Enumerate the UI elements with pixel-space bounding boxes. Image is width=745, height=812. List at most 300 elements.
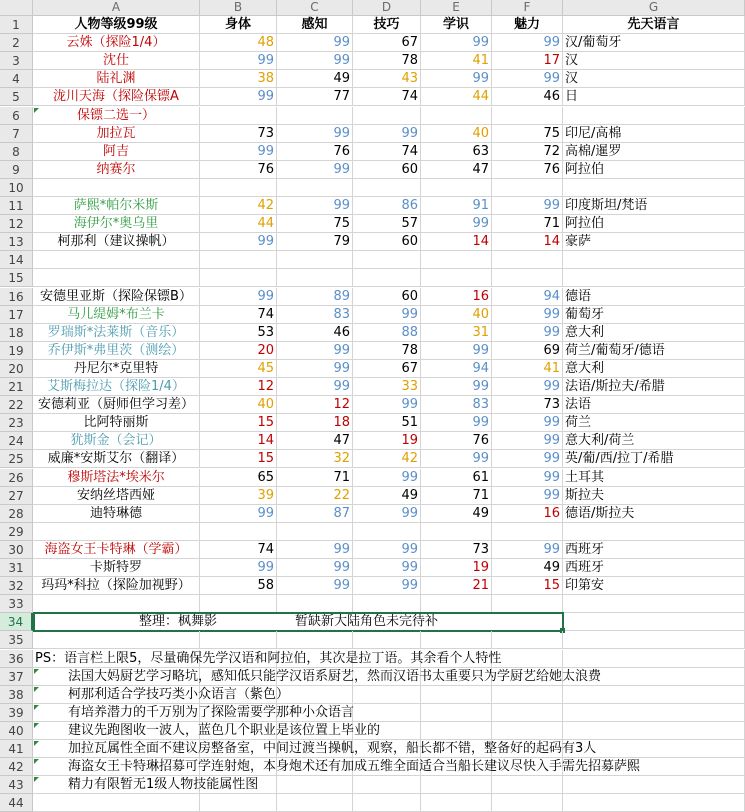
row-header-28[interactable]: 28 xyxy=(0,505,33,523)
cell-g25[interactable]: 英/葡/西/拉丁/希腊 xyxy=(563,450,745,468)
cell-a21[interactable]: 艾斯梅拉达（探险1/4） xyxy=(33,378,200,396)
cell-d19[interactable]: 78 xyxy=(353,342,421,360)
cell-e35[interactable] xyxy=(421,631,492,649)
cell-e27[interactable]: 71 xyxy=(421,487,492,505)
cell-b17[interactable]: 74 xyxy=(200,306,277,324)
cell-g18[interactable]: 意大利 xyxy=(563,324,745,342)
cell-b3[interactable]: 99 xyxy=(200,52,277,70)
cell-c24[interactable]: 47 xyxy=(277,432,353,450)
cell-f19[interactable]: 69 xyxy=(492,342,563,360)
cell-e12[interactable]: 99 xyxy=(421,215,492,233)
column-header-b[interactable]: B xyxy=(200,0,277,16)
cell-c22[interactable]: 12 xyxy=(277,396,353,414)
cell-f30[interactable]: 99 xyxy=(492,541,563,559)
cell-d4[interactable]: 43 xyxy=(353,70,421,88)
cell-g12[interactable]: 阿拉伯 xyxy=(563,215,745,233)
cell-d31[interactable]: 99 xyxy=(353,559,421,577)
cell-f35[interactable] xyxy=(492,631,563,649)
cell-g16[interactable]: 德语 xyxy=(563,288,745,306)
row-header-9[interactable]: 9 xyxy=(0,161,33,179)
column-header-a[interactable]: A xyxy=(33,0,200,16)
cell-f40[interactable] xyxy=(492,722,563,740)
cell-f10[interactable] xyxy=(492,179,563,197)
cell-e10[interactable] xyxy=(421,179,492,197)
cell-a29[interactable] xyxy=(33,523,200,541)
cell-a12[interactable]: 海伊尔*奥乌里 xyxy=(33,215,200,233)
cell-b23[interactable]: 15 xyxy=(200,414,277,432)
cell-a44[interactable] xyxy=(33,794,200,812)
cell-c2[interactable]: 99 xyxy=(277,34,353,52)
cell-c11[interactable]: 99 xyxy=(277,197,353,215)
cell-g19[interactable]: 荷兰/葡萄牙/德语 xyxy=(563,342,745,360)
cell-f16[interactable]: 94 xyxy=(492,288,563,306)
cell-e20[interactable]: 94 xyxy=(421,360,492,378)
cell-a35[interactable] xyxy=(33,631,200,649)
cell-f44[interactable] xyxy=(492,794,563,812)
cell-c19[interactable]: 99 xyxy=(277,342,353,360)
select-all-corner[interactable] xyxy=(0,0,33,16)
cell-f12[interactable]: 71 xyxy=(492,215,563,233)
row-header-14[interactable]: 14 xyxy=(0,251,33,269)
cell-g32[interactable]: 印第安 xyxy=(563,577,745,595)
row-header-42[interactable]: 42 xyxy=(0,758,33,776)
cell-b11[interactable]: 42 xyxy=(200,197,277,215)
cell-b8[interactable]: 99 xyxy=(200,143,277,161)
cell-f13[interactable]: 14 xyxy=(492,233,563,251)
cell-d38[interactable] xyxy=(353,686,421,704)
cell-g1[interactable]: 先天语言 xyxy=(563,16,745,34)
cell-e8[interactable]: 63 xyxy=(421,143,492,161)
row-header-12[interactable]: 12 xyxy=(0,215,33,233)
cell-g20[interactable]: 意大利 xyxy=(563,360,745,378)
cell-f24[interactable]: 99 xyxy=(492,432,563,450)
cell-c27[interactable]: 22 xyxy=(277,487,353,505)
cell-g27[interactable]: 斯拉夫 xyxy=(563,487,745,505)
cell-e21[interactable]: 99 xyxy=(421,378,492,396)
cell-f4[interactable]: 99 xyxy=(492,70,563,88)
cell-b6[interactable] xyxy=(200,107,277,125)
cell-c28[interactable]: 87 xyxy=(277,505,353,523)
cell-d12[interactable]: 57 xyxy=(353,215,421,233)
cell-b16[interactable]: 99 xyxy=(200,288,277,306)
cell-e30[interactable]: 73 xyxy=(421,541,492,559)
row-header-17[interactable]: 17 xyxy=(0,306,33,324)
cell-c29[interactable] xyxy=(277,523,353,541)
cell-d44[interactable] xyxy=(353,794,421,812)
cell-c35[interactable] xyxy=(277,631,353,649)
cell-a20[interactable]: 丹尼尔*克里特 xyxy=(33,360,200,378)
cell-g15[interactable] xyxy=(563,269,745,287)
cell-c25[interactable]: 32 xyxy=(277,450,353,468)
cell-b10[interactable] xyxy=(200,179,277,197)
cell-d5[interactable]: 74 xyxy=(353,88,421,106)
cell-c13[interactable]: 79 xyxy=(277,233,353,251)
row-header-7[interactable]: 7 xyxy=(0,125,33,143)
cell-f23[interactable]: 99 xyxy=(492,414,563,432)
cell-f1[interactable]: 魅力 xyxy=(492,16,563,34)
cell-d1[interactable]: 技巧 xyxy=(353,16,421,34)
cell-f11[interactable]: 99 xyxy=(492,197,563,215)
cell-e33[interactable] xyxy=(421,595,492,613)
cell-c16[interactable]: 89 xyxy=(277,288,353,306)
cell-f14[interactable] xyxy=(492,251,563,269)
cell-c7[interactable]: 99 xyxy=(277,125,353,143)
row-header-25[interactable]: 25 xyxy=(0,450,33,468)
row-header-37[interactable]: 37 xyxy=(0,668,33,686)
cell-e22[interactable]: 83 xyxy=(421,396,492,414)
cell-f8[interactable]: 72 xyxy=(492,143,563,161)
cell-e17[interactable]: 40 xyxy=(421,306,492,324)
row-header-23[interactable]: 23 xyxy=(0,414,33,432)
cell-e31[interactable]: 19 xyxy=(421,559,492,577)
cell-f29[interactable] xyxy=(492,523,563,541)
cell-e39[interactable] xyxy=(421,704,492,722)
column-header-f[interactable]: F xyxy=(492,0,563,16)
cell-g11[interactable]: 印度斯坦/梵语 xyxy=(563,197,745,215)
row-header-6[interactable]: 6 xyxy=(0,107,33,125)
cell-e14[interactable] xyxy=(421,251,492,269)
cell-c44[interactable] xyxy=(277,794,353,812)
cell-f7[interactable]: 75 xyxy=(492,125,563,143)
row-header-2[interactable]: 2 xyxy=(0,34,33,52)
cell-c5[interactable]: 77 xyxy=(277,88,353,106)
cell-g22[interactable]: 法语 xyxy=(563,396,745,414)
cell-c23[interactable]: 18 xyxy=(277,414,353,432)
cell-b25[interactable]: 15 xyxy=(200,450,277,468)
cell-c1[interactable]: 感知 xyxy=(277,16,353,34)
cell-g24[interactable]: 意大利/荷兰 xyxy=(563,432,745,450)
cell-d2[interactable]: 67 xyxy=(353,34,421,52)
cell-d7[interactable]: 99 xyxy=(353,125,421,143)
row-header-3[interactable]: 3 xyxy=(0,52,33,70)
cell-c32[interactable]: 99 xyxy=(277,577,353,595)
row-header-29[interactable]: 29 xyxy=(0,523,33,541)
row-header-26[interactable]: 26 xyxy=(0,469,33,487)
cell-b9[interactable]: 76 xyxy=(200,161,277,179)
cell-a32[interactable]: 玛玛*科拉（探险加视野） xyxy=(33,577,200,595)
cell-g30[interactable]: 西班牙 xyxy=(563,541,745,559)
cell-d3[interactable]: 78 xyxy=(353,52,421,70)
cell-g29[interactable] xyxy=(563,523,745,541)
cell-a15[interactable] xyxy=(33,269,200,287)
cell-c14[interactable] xyxy=(277,251,353,269)
row-header-5[interactable]: 5 xyxy=(0,88,33,106)
cell-d29[interactable] xyxy=(353,523,421,541)
row-header-19[interactable]: 19 xyxy=(0,342,33,360)
cell-d43[interactable] xyxy=(353,776,421,794)
cell-d22[interactable]: 99 xyxy=(353,396,421,414)
cell-d14[interactable] xyxy=(353,251,421,269)
cell-c17[interactable]: 83 xyxy=(277,306,353,324)
cell-f26[interactable]: 99 xyxy=(492,469,563,487)
cell-a23[interactable]: 比阿特丽斯 xyxy=(33,414,200,432)
cell-d25[interactable]: 42 xyxy=(353,450,421,468)
cell-b13[interactable]: 99 xyxy=(200,233,277,251)
cell-b20[interactable]: 45 xyxy=(200,360,277,378)
cell-e23[interactable]: 99 xyxy=(421,414,492,432)
cell-d17[interactable]: 99 xyxy=(353,306,421,324)
cell-b30[interactable]: 74 xyxy=(200,541,277,559)
cell-a11[interactable]: 萨熙*帕尔米斯 xyxy=(33,197,200,215)
cell-c20[interactable]: 99 xyxy=(277,360,353,378)
cell-c30[interactable]: 99 xyxy=(277,541,353,559)
cell-b31[interactable]: 99 xyxy=(200,559,277,577)
cell-g14[interactable] xyxy=(563,251,745,269)
cell-d15[interactable] xyxy=(353,269,421,287)
row-header-30[interactable]: 30 xyxy=(0,541,33,559)
cell-e2[interactable]: 99 xyxy=(421,34,492,52)
row-header-41[interactable]: 41 xyxy=(0,740,33,758)
cell-e24[interactable]: 76 xyxy=(421,432,492,450)
cell-e29[interactable] xyxy=(421,523,492,541)
cell-b15[interactable] xyxy=(200,269,277,287)
cell-g10[interactable] xyxy=(563,179,745,197)
row-header-13[interactable]: 13 xyxy=(0,233,33,251)
cell-e4[interactable]: 99 xyxy=(421,70,492,88)
row-header-8[interactable]: 8 xyxy=(0,143,33,161)
cell-d32[interactable]: 99 xyxy=(353,577,421,595)
cell-d28[interactable]: 99 xyxy=(353,505,421,523)
column-header-c[interactable]: C xyxy=(277,0,353,16)
row-header-21[interactable]: 21 xyxy=(0,378,33,396)
cell-f43[interactable] xyxy=(492,776,563,794)
cell-e6[interactable] xyxy=(421,107,492,125)
cell-d33[interactable] xyxy=(353,595,421,613)
cell-g4[interactable]: 汉 xyxy=(563,70,745,88)
cell-b26[interactable]: 65 xyxy=(200,469,277,487)
row-header-11[interactable]: 11 xyxy=(0,197,33,215)
cell-b7[interactable]: 73 xyxy=(200,125,277,143)
cell-a22[interactable]: 安德莉亚（厨师但学习差） xyxy=(33,396,200,414)
cell-c3[interactable]: 99 xyxy=(277,52,353,70)
cell-f3[interactable]: 17 xyxy=(492,52,563,70)
cell-b14[interactable] xyxy=(200,251,277,269)
cell-d30[interactable]: 99 xyxy=(353,541,421,559)
cell-e3[interactable]: 41 xyxy=(421,52,492,70)
cell-c31[interactable]: 99 xyxy=(277,559,353,577)
cell-a13[interactable]: 柯那利（建议操帆） xyxy=(33,233,200,251)
cell-f25[interactable]: 99 xyxy=(492,450,563,468)
cell-d23[interactable]: 51 xyxy=(353,414,421,432)
cell-d11[interactable]: 86 xyxy=(353,197,421,215)
cell-g23[interactable]: 荷兰 xyxy=(563,414,745,432)
cell-b1[interactable]: 身体 xyxy=(200,16,277,34)
cell-c6[interactable] xyxy=(277,107,353,125)
cell-d35[interactable] xyxy=(353,631,421,649)
column-header-g[interactable]: G xyxy=(563,0,745,16)
cell-b18[interactable]: 53 xyxy=(200,324,277,342)
cell-f27[interactable]: 99 xyxy=(492,487,563,505)
cell-a3[interactable]: 沈仕 xyxy=(33,52,200,70)
cell-d27[interactable]: 49 xyxy=(353,487,421,505)
cell-b2[interactable]: 48 xyxy=(200,34,277,52)
cell-d18[interactable]: 88 xyxy=(353,324,421,342)
cell-d24[interactable]: 19 xyxy=(353,432,421,450)
row-header-38[interactable]: 38 xyxy=(0,686,33,704)
cell-g31[interactable]: 西班牙 xyxy=(563,559,745,577)
row-header-36[interactable]: 36 xyxy=(0,650,33,668)
cell-e1[interactable]: 学识 xyxy=(421,16,492,34)
row-header-18[interactable]: 18 xyxy=(0,324,33,342)
cell-f31[interactable]: 49 xyxy=(492,559,563,577)
column-header-e[interactable]: E xyxy=(421,0,492,16)
row-header-44[interactable]: 44 xyxy=(0,794,33,812)
cell-b29[interactable] xyxy=(200,523,277,541)
cell-b21[interactable]: 12 xyxy=(200,378,277,396)
cell-b27[interactable]: 39 xyxy=(200,487,277,505)
cell-f38[interactable] xyxy=(492,686,563,704)
cell-f15[interactable] xyxy=(492,269,563,287)
cell-a24[interactable]: 犹斯金（会记） xyxy=(33,432,200,450)
cell-g3[interactable]: 汉 xyxy=(563,52,745,70)
cell-f32[interactable]: 15 xyxy=(492,577,563,595)
cell-f22[interactable]: 73 xyxy=(492,396,563,414)
cell-b12[interactable]: 44 xyxy=(200,215,277,233)
row-header-27[interactable]: 27 xyxy=(0,487,33,505)
cell-g34[interactable] xyxy=(563,613,745,631)
cell-c18[interactable]: 46 xyxy=(277,324,353,342)
cell-g38[interactable] xyxy=(563,686,745,704)
cell-f28[interactable]: 16 xyxy=(492,505,563,523)
cell-b19[interactable]: 20 xyxy=(200,342,277,360)
row-header-34[interactable]: 34 xyxy=(0,613,33,631)
cell-b4[interactable]: 38 xyxy=(200,70,277,88)
cell-g39[interactable] xyxy=(563,704,745,722)
row-header-22[interactable]: 22 xyxy=(0,396,33,414)
cell-g43[interactable] xyxy=(563,776,745,794)
cell-a16[interactable]: 安德里亚斯（探险保镖B） xyxy=(33,288,200,306)
cell-e9[interactable]: 47 xyxy=(421,161,492,179)
cell-g33[interactable] xyxy=(563,595,745,613)
cell-g44[interactable] xyxy=(563,794,745,812)
cell-e38[interactable] xyxy=(421,686,492,704)
cell-f20[interactable]: 41 xyxy=(492,360,563,378)
cell-f2[interactable]: 99 xyxy=(492,34,563,52)
cell-g2[interactable]: 汉/葡萄牙 xyxy=(563,34,745,52)
cell-a8[interactable]: 阿吉 xyxy=(33,143,200,161)
cell-e11[interactable]: 91 xyxy=(421,197,492,215)
row-header-33[interactable]: 33 xyxy=(0,595,33,613)
cell-e40[interactable] xyxy=(421,722,492,740)
cell-c12[interactable]: 75 xyxy=(277,215,353,233)
row-header-10[interactable]: 10 xyxy=(0,179,33,197)
row-header-20[interactable]: 20 xyxy=(0,360,33,378)
row-header-31[interactable]: 31 xyxy=(0,559,33,577)
row-header-4[interactable]: 4 xyxy=(0,70,33,88)
cell-e7[interactable]: 40 xyxy=(421,125,492,143)
cell-e19[interactable]: 99 xyxy=(421,342,492,360)
cell-b33[interactable] xyxy=(200,595,277,613)
cell-g17[interactable]: 葡萄牙 xyxy=(563,306,745,324)
row-header-39[interactable]: 39 xyxy=(0,704,33,722)
cell-d6[interactable] xyxy=(353,107,421,125)
cell-a26[interactable]: 穆斯塔法*埃米尔 xyxy=(33,469,200,487)
cell-f5[interactable]: 46 xyxy=(492,88,563,106)
cell-f33[interactable] xyxy=(492,595,563,613)
cell-a2[interactable]: 云姝（探险1/4） xyxy=(33,34,200,52)
cell-g28[interactable]: 德语/斯拉夫 xyxy=(563,505,745,523)
column-header-d[interactable]: D xyxy=(353,0,421,16)
row-header-43[interactable]: 43 xyxy=(0,776,33,794)
cell-g13[interactable]: 豪萨 xyxy=(563,233,745,251)
cell-g26[interactable]: 土耳其 xyxy=(563,469,745,487)
cell-d9[interactable]: 60 xyxy=(353,161,421,179)
cell-a17[interactable]: 马儿缇姆*布兰卡 xyxy=(33,306,200,324)
cell-d13[interactable]: 60 xyxy=(353,233,421,251)
cell-a14[interactable] xyxy=(33,251,200,269)
cell-g6[interactable] xyxy=(563,107,745,125)
cell-f21[interactable]: 99 xyxy=(492,378,563,396)
cell-g5[interactable]: 日 xyxy=(563,88,745,106)
cell-e43[interactable] xyxy=(421,776,492,794)
cell-d21[interactable]: 33 xyxy=(353,378,421,396)
cell-a9[interactable]: 纳赛尔 xyxy=(33,161,200,179)
cell-d16[interactable]: 60 xyxy=(353,288,421,306)
cell-c21[interactable]: 99 xyxy=(277,378,353,396)
cell-b35[interactable] xyxy=(200,631,277,649)
cell-g36[interactable] xyxy=(563,650,745,668)
cell-g21[interactable]: 法语/斯拉夫/希腊 xyxy=(563,378,745,396)
cell-c10[interactable] xyxy=(277,179,353,197)
cell-a27[interactable]: 安纳丝塔西娅 xyxy=(33,487,200,505)
cell-b32[interactable]: 58 xyxy=(200,577,277,595)
cell-e16[interactable]: 16 xyxy=(421,288,492,306)
cell-c9[interactable]: 99 xyxy=(277,161,353,179)
cell-c4[interactable]: 49 xyxy=(277,70,353,88)
cell-c33[interactable] xyxy=(277,595,353,613)
cell-f36[interactable] xyxy=(492,650,563,668)
cell-f18[interactable]: 99 xyxy=(492,324,563,342)
cell-f6[interactable] xyxy=(492,107,563,125)
cell-g9[interactable]: 阿拉伯 xyxy=(563,161,745,179)
row-header-40[interactable]: 40 xyxy=(0,722,33,740)
row-header-32[interactable]: 32 xyxy=(0,577,33,595)
cell-b22[interactable]: 40 xyxy=(200,396,277,414)
cell-e44[interactable] xyxy=(421,794,492,812)
cell-b5[interactable]: 99 xyxy=(200,88,277,106)
cell-e13[interactable]: 14 xyxy=(421,233,492,251)
cell-d10[interactable] xyxy=(353,179,421,197)
cell-a25[interactable]: 威廉*安斯艾尔（翻译） xyxy=(33,450,200,468)
cell-c8[interactable]: 76 xyxy=(277,143,353,161)
cell-e28[interactable]: 49 xyxy=(421,505,492,523)
cell-a7[interactable]: 加拉瓦 xyxy=(33,125,200,143)
cell-g40[interactable] xyxy=(563,722,745,740)
cell-g7[interactable]: 印尼/高棉 xyxy=(563,125,745,143)
cell-f17[interactable]: 99 xyxy=(492,306,563,324)
cell-g8[interactable]: 高棉/暹罗 xyxy=(563,143,745,161)
cell-a31[interactable]: 卡斯特罗 xyxy=(33,559,200,577)
cell-e32[interactable]: 21 xyxy=(421,577,492,595)
cell-a5[interactable]: 泷川天海（探险保镖A xyxy=(33,88,200,106)
cell-a10[interactable] xyxy=(33,179,200,197)
cell-b24[interactable]: 14 xyxy=(200,432,277,450)
cell-a1[interactable]: 人物等级99级 xyxy=(33,16,200,34)
cell-f9[interactable]: 76 xyxy=(492,161,563,179)
cell-d20[interactable]: 67 xyxy=(353,360,421,378)
cell-b28[interactable]: 99 xyxy=(200,505,277,523)
cell-g35[interactable] xyxy=(563,631,745,649)
row-header-1[interactable]: 1 xyxy=(0,16,33,34)
cell-a33[interactable] xyxy=(33,595,200,613)
row-header-35[interactable]: 35 xyxy=(0,631,33,649)
cell-e18[interactable]: 31 xyxy=(421,324,492,342)
cell-e25[interactable]: 99 xyxy=(421,450,492,468)
cell-c15[interactable] xyxy=(277,269,353,287)
cell-f39[interactable] xyxy=(492,704,563,722)
cell-a19[interactable]: 乔伊斯*弗里茨（测绘） xyxy=(33,342,200,360)
cell-c43[interactable] xyxy=(277,776,353,794)
